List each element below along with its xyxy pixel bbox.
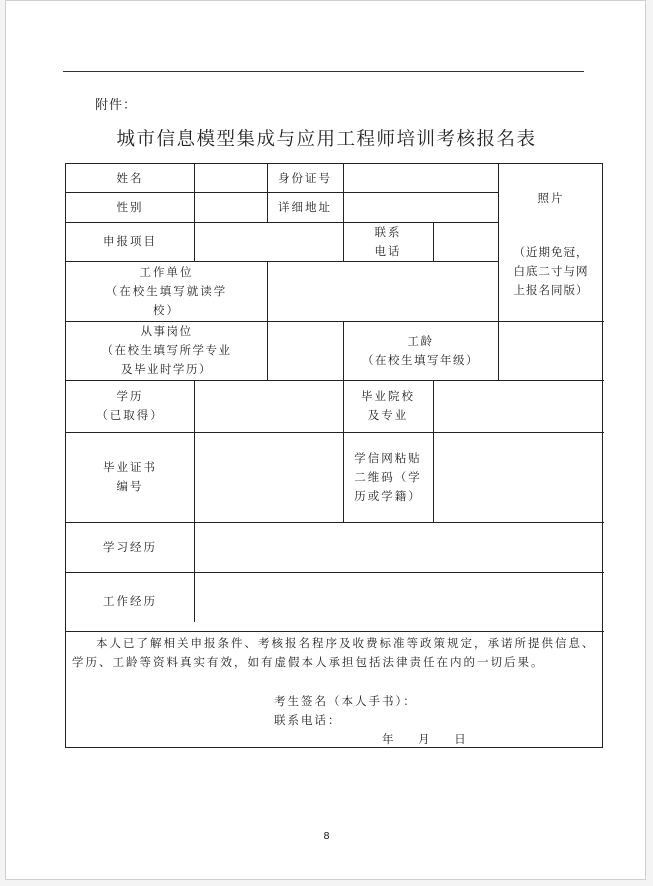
gender-field[interactable] bbox=[195, 193, 266, 221]
qr-code-area[interactable] bbox=[434, 433, 603, 521]
address-field[interactable] bbox=[344, 193, 497, 221]
attachment-label: 附件： bbox=[95, 98, 138, 113]
project-label: 申报项目 bbox=[103, 234, 157, 248]
seniority-field[interactable] bbox=[499, 322, 603, 379]
row-divider bbox=[66, 631, 604, 632]
school-major-label: 毕业院校 及专业 bbox=[361, 389, 415, 422]
photo-note: （近期免冠， 白底二寸与网 上报名同版） bbox=[513, 245, 589, 297]
seniority-label: 工龄 （在校生填写年级） bbox=[362, 333, 479, 367]
school-major-field[interactable] bbox=[434, 381, 603, 431]
gender-label: 性别 bbox=[116, 199, 144, 214]
work-unit-field[interactable] bbox=[268, 262, 497, 320]
name-label: 姓名 bbox=[116, 170, 144, 185]
work-unit-label: 工作单位 （在校生填写就读学 校） bbox=[105, 264, 228, 317]
name-field[interactable] bbox=[195, 165, 266, 191]
phone-label: 联系 电话 bbox=[374, 224, 402, 258]
address-label: 详细地址 bbox=[278, 199, 332, 214]
position-field[interactable] bbox=[268, 322, 342, 379]
education-label: 学历 （已取得） bbox=[96, 389, 164, 422]
study-history-field[interactable] bbox=[195, 523, 603, 571]
id-number-field[interactable] bbox=[344, 165, 497, 191]
photo-area[interactable] bbox=[499, 165, 603, 320]
signature-field[interactable] bbox=[446, 691, 586, 711]
education-field[interactable] bbox=[195, 381, 342, 431]
chsi-qr-label: 学信网粘贴 二维码（学 历或学籍） bbox=[354, 450, 422, 503]
date-label: 年 月 日 bbox=[382, 732, 468, 746]
page-number: 8 bbox=[323, 831, 330, 842]
registration-form-table bbox=[65, 163, 603, 748]
phone-field[interactable] bbox=[434, 223, 497, 260]
cert-number-label: 毕业证书 编号 bbox=[103, 460, 157, 493]
declaration-text: 本人已了解相关申报条件、考核报名程序及收费标准等政策规定，承诺所提供信息、学历、工龄等资料真实有效，如有虚假本人承担包括法律责任在内的一切后果。 bbox=[72, 636, 596, 669]
signature-label: 考生签名（本人手书）： bbox=[274, 694, 417, 708]
cert-number-field[interactable] bbox=[195, 433, 342, 521]
id-number-label: 身份证号 bbox=[278, 170, 332, 185]
study-history-label: 学习经历 bbox=[103, 539, 157, 554]
position-label: 从事岗位 （在校生填写所学专业 及毕业时学历） bbox=[101, 324, 232, 376]
contact-phone-field[interactable] bbox=[356, 710, 556, 730]
work-history-label: 工作经历 bbox=[103, 594, 157, 608]
photo-label: 照片 bbox=[537, 190, 565, 205]
contact-phone-label: 联系电话： bbox=[274, 713, 342, 727]
project-field[interactable] bbox=[195, 223, 342, 260]
work-history-field[interactable] bbox=[195, 573, 603, 630]
form-title: 城市信息模型集成与应用工程师培训考核报名表 bbox=[116, 129, 537, 150]
header-rule bbox=[63, 71, 584, 72]
